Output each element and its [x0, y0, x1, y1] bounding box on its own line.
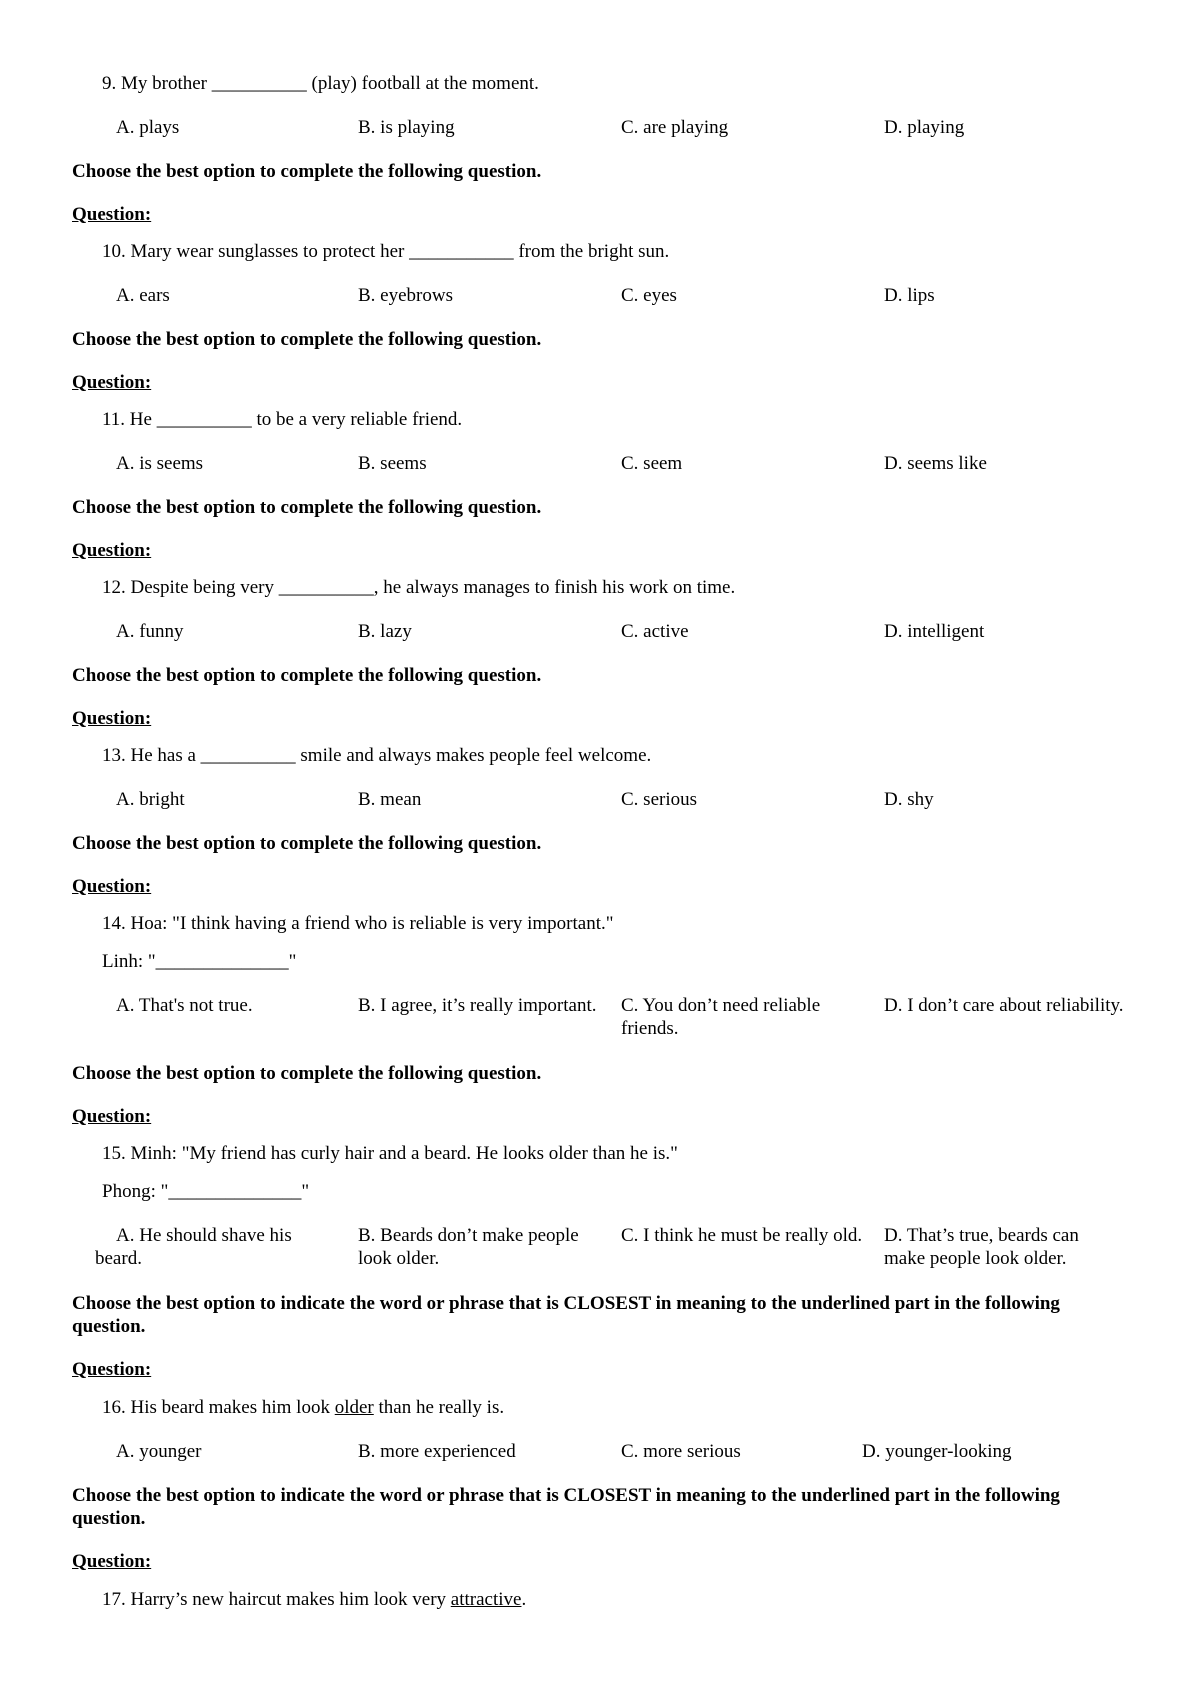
question-13-options	[0, 788, 1190, 838]
instruction: Choose the best option to complete the following question.	[72, 1063, 542, 1084]
question-16-options	[0, 1440, 1190, 1490]
option-a: A. plays	[116, 117, 180, 138]
option-c: C. eyes	[621, 285, 677, 306]
question-14-text: 14. Hoa: "I think having a friend who is reliable is very important."	[102, 913, 614, 934]
underlined-word: older	[334, 1397, 374, 1418]
instruction: Choose the best option to complete the following question.	[72, 665, 542, 686]
option-a: A. is seems	[116, 453, 204, 474]
option-b: B. Beards don’t make people look older.	[358, 1225, 579, 1269]
option-d: D. lips	[884, 285, 935, 306]
question-15-reply: Phong: "______________"	[102, 1181, 310, 1202]
question-9-options	[0, 116, 1190, 166]
question-14-reply: Linh: "______________"	[102, 951, 297, 972]
option-d: D. That’s true, beards can make people look older.	[884, 1225, 1079, 1269]
question-9-text: 9. My brother __________ (play) football at the moment.	[102, 73, 539, 94]
instruction: Choose the best option to complete the following question.	[72, 833, 542, 854]
question-17-text	[102, 1588, 526, 1611]
question-17-text-before: 17. Harry’s new haircut makes him look very	[102, 1589, 451, 1610]
question-label: Question:	[72, 1106, 152, 1127]
underlined-word: attractive	[450, 1589, 522, 1610]
question-16-text-after: than he really is.	[373, 1397, 505, 1418]
instruction: Choose the best option to complete the following question.	[72, 497, 542, 518]
option-c: C. You don’t need reliable friends.	[621, 995, 821, 1039]
question-label: Question:	[72, 1359, 152, 1380]
option-a: A. funny	[116, 621, 184, 642]
option-b: B. seems	[358, 453, 427, 474]
option-b: B. is playing	[358, 117, 455, 138]
option-c: C. seem	[621, 453, 683, 474]
option-d: D. intelligent	[884, 621, 985, 642]
option-a: A. younger	[116, 1441, 202, 1462]
question-14-options	[0, 994, 1190, 1044]
question-13-text: 13. He has a __________ smile and always makes people feel welcome.	[102, 745, 652, 766]
instruction-closest: Choose the best option to indicate the word or phrase that is CLOSEST in meaning to the underlined part in the following question.	[72, 1485, 1060, 1529]
question-15-options	[0, 1224, 1190, 1274]
option-a: A. ears	[116, 285, 170, 306]
instruction-closest: Choose the best option to indicate the word or phrase that is CLOSEST in meaning to the underlined part in the following question.	[72, 1293, 1060, 1337]
option-d: D. I don’t care about reliability.	[884, 995, 1124, 1016]
instruction: Choose the best option to complete the following question.	[72, 161, 542, 182]
option-c: C. more serious	[621, 1441, 741, 1462]
question-16-text-before: 16. His beard makes him look	[102, 1397, 335, 1418]
option-b: B. lazy	[358, 621, 412, 642]
question-17-text-after: .	[521, 1589, 527, 1610]
option-a: A. bright	[116, 789, 185, 810]
option-a: A. He should shave his beard.	[95, 1225, 292, 1269]
question-label: Question:	[72, 540, 152, 561]
option-b: B. mean	[358, 789, 422, 810]
question-label: Question:	[72, 204, 152, 225]
question-12-options	[0, 620, 1190, 670]
option-a: A. That's not true.	[116, 995, 253, 1016]
question-label: Question:	[72, 876, 152, 897]
option-b: B. I agree, it’s really important.	[358, 995, 597, 1016]
question-16-text	[102, 1396, 504, 1419]
question-12-text: 12. Despite being very __________, he always manages to finish his work on time.	[102, 577, 736, 598]
question-11-text: 11. He __________ to be a very reliable friend.	[102, 409, 463, 430]
question-11-options	[0, 452, 1190, 502]
question-label: Question:	[72, 1551, 152, 1572]
option-d: D. playing	[884, 117, 965, 138]
question-10-options	[0, 284, 1190, 334]
option-b: B. eyebrows	[358, 285, 453, 306]
question-15-text: 15. Minh: "My friend has curly hair and a beard. He looks older than he is."	[102, 1143, 678, 1164]
question-10-text: 10. Mary wear sunglasses to protect her ___________ from the bright sun.	[102, 241, 670, 262]
option-d: D. seems like	[884, 453, 987, 474]
option-c: C. active	[621, 621, 689, 642]
option-d: D. younger-looking	[862, 1441, 1012, 1462]
option-c: C. serious	[621, 789, 697, 810]
option-c: C. I think he must be really old.	[621, 1225, 863, 1246]
question-label: Question:	[72, 708, 152, 729]
option-b: B. more experienced	[358, 1441, 516, 1462]
option-d: D. shy	[884, 789, 934, 810]
option-c: C. are playing	[621, 117, 729, 138]
instruction: Choose the best option to complete the following question.	[72, 329, 542, 350]
question-label: Question:	[72, 372, 152, 393]
